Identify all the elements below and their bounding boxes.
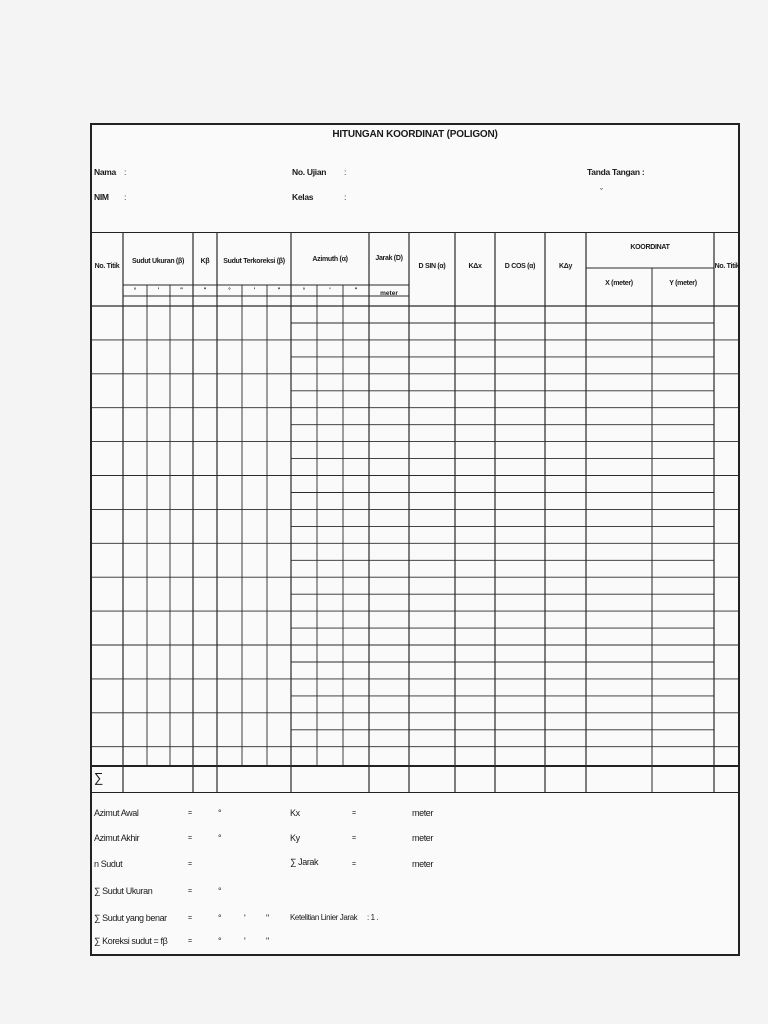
footer-n-sudut-eq: =	[188, 861, 192, 868]
unit-min-3: '	[329, 288, 331, 294]
unit-deg-2: °	[228, 288, 231, 294]
footer-ky: Ky	[290, 833, 300, 843]
footer-koreksi-sudut-min: '	[244, 936, 246, 946]
header-kb: Kβ	[200, 258, 210, 265]
nim-label: NIM	[94, 192, 109, 202]
footer-sudut-ukuran-eq: =	[188, 888, 192, 895]
poligon-form-sheet	[90, 123, 740, 956]
header-sudut-terkoreksi: Sudut Terkoreksi (β)	[223, 258, 285, 265]
unit-sec: "	[180, 288, 183, 294]
tanda-tangan-label: Tanda Tangan :	[587, 167, 645, 177]
unit-min: '	[157, 288, 160, 294]
nim-colon: :	[124, 192, 127, 202]
footer-ky-unit: meter	[412, 833, 434, 843]
footer-ketelitian: Ketelitian Linier Jarak	[290, 913, 358, 922]
footer-sudut-ukuran: ∑ Sudut Ukuran	[94, 886, 153, 896]
footer-sudut-benar-eq: =	[188, 915, 192, 922]
unit-sec-2: "	[277, 288, 281, 294]
footer-jarak: ∑ Jarak	[290, 857, 319, 867]
header-dcos: D COS (α)	[504, 263, 536, 270]
footer-koreksi-sudut-deg: °	[218, 936, 222, 946]
footer-azimut-akhir: Azimut Akhir	[94, 833, 140, 843]
unit-sec-3: "	[354, 288, 358, 294]
footer-azimut-awal: Azimut Awal	[94, 808, 139, 818]
footer-sudut-benar-sec: "	[266, 913, 269, 923]
header-jarak: Jarak (D)	[375, 255, 403, 262]
unit-deg: °	[133, 288, 137, 294]
footer-sudut-benar-deg: °	[218, 913, 222, 923]
footer-ketelitian-value: : 1 .	[367, 913, 379, 922]
unit-min-2: '	[253, 288, 256, 294]
footer-kx: Kx	[290, 808, 300, 818]
footer-sudut-benar-min: '	[244, 913, 246, 923]
unit-deg-3: °	[302, 288, 306, 294]
header-koordinat: KOORDINAT	[630, 244, 670, 251]
header-y-meter: Y (meter)	[669, 280, 697, 287]
unit-kb-sec: "	[203, 288, 207, 294]
footer-kx-unit: meter	[412, 808, 434, 818]
header-azimuth: Azimuth (α)	[312, 256, 348, 263]
footer-azimut-awal-eq: =	[188, 810, 192, 817]
no-ujian-colon: :	[344, 167, 347, 177]
header-dsin: D SIN (α)	[418, 263, 446, 270]
kelas-colon: :	[344, 192, 347, 202]
signature-mark-icon: ˇ	[600, 187, 603, 197]
footer-sudut-ukuran-deg: °	[218, 886, 222, 896]
header-x-meter: X (meter)	[605, 280, 633, 287]
header-sudut-ukuran: Sudut Ukuran (β)	[132, 258, 184, 265]
footer-jarak-eq: =	[352, 861, 356, 868]
header-no-titik-right: No. Titik	[714, 263, 740, 270]
kelas-label: Kelas	[292, 192, 314, 202]
footer-azimut-akhir-eq: =	[188, 835, 192, 842]
nama-colon: :	[124, 167, 127, 177]
form-title: HITUNGAN KOORDINAT (POLIGON)	[332, 129, 498, 140]
footer-kx-eq: =	[352, 810, 356, 817]
footer-jarak-unit: meter	[412, 859, 434, 869]
no-ujian-label: No. Ujian	[292, 167, 327, 177]
footer-azimut-awal-deg: °	[218, 808, 222, 818]
nama-label: Nama	[94, 167, 116, 177]
header-kdy: KΔy	[558, 263, 573, 270]
unit-meter: meter	[380, 290, 398, 297]
sum-symbol: ∑	[94, 770, 103, 785]
footer-koreksi-sudut: ∑ Koreksi sudut = fβ	[94, 936, 168, 946]
header-no-titik: No. Titik	[94, 263, 120, 270]
footer-ky-eq: =	[352, 835, 356, 842]
footer-azimut-akhir-deg: °	[218, 833, 222, 843]
footer-sudut-benar: ∑ Sudut yang benar	[94, 913, 167, 923]
header-kdx: KΔx	[468, 263, 482, 270]
footer-n-sudut: n Sudut	[94, 859, 123, 869]
table-grid	[92, 125, 738, 825]
footer-koreksi-sudut-sec: "	[266, 936, 269, 946]
footer-koreksi-sudut-eq: =	[188, 938, 192, 945]
